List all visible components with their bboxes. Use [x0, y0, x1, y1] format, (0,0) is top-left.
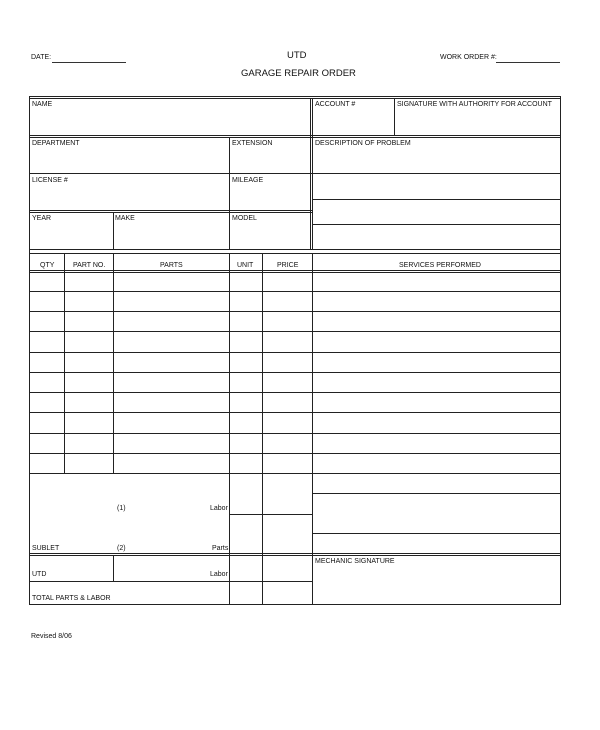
rule [29, 291, 561, 292]
company-name: UTD [287, 50, 307, 61]
rule [29, 210, 312, 211]
rule [262, 253, 263, 604]
rule [29, 272, 561, 273]
rule [29, 137, 561, 138]
signature-label: SIGNATURE WITH AUTHORITY FOR ACCOUNT [397, 101, 552, 108]
rule [312, 98, 313, 250]
mechanic-signature-label: MECHANIC SIGNATURE [315, 558, 395, 565]
parts-number: (2) [117, 545, 126, 552]
rule [229, 253, 230, 604]
make-label: MAKE [115, 215, 135, 222]
qty-header: QTY [40, 262, 55, 269]
rule [29, 331, 561, 332]
extension-label: EXTENSION [232, 140, 273, 147]
account-label: ACCOUNT # [315, 101, 356, 108]
rule [29, 311, 561, 312]
mileage-label: MILEAGE [232, 177, 264, 184]
unit-header: UNIT [237, 262, 254, 269]
rule [560, 96, 561, 604]
form-title: GARAGE REPAIR ORDER [241, 68, 356, 79]
rule [29, 372, 561, 373]
work-order-field[interactable] [496, 62, 560, 63]
rule [29, 96, 30, 604]
labor-1-label: Labor [210, 505, 228, 512]
rule [113, 212, 114, 250]
rule [312, 199, 561, 200]
model-label: MODEL [232, 215, 257, 222]
date-label: DATE: [31, 54, 52, 61]
rule [29, 96, 561, 97]
rule [29, 555, 561, 556]
rule [312, 253, 313, 604]
rule [312, 224, 561, 225]
price-header: PRICE [277, 262, 299, 269]
description-label: DESCRIPTION OF PROBLEM [315, 140, 411, 147]
rule [29, 98, 561, 99]
rule [29, 352, 561, 353]
rule [312, 533, 561, 534]
department-label: DEPARTMENT [32, 140, 80, 147]
services-performed-header: SERVICES PERFORMED [399, 262, 481, 269]
rule [29, 392, 561, 393]
rule [113, 253, 114, 473]
rule [29, 253, 561, 254]
rule [29, 433, 561, 434]
rule [29, 212, 312, 213]
year-label: YEAR [32, 215, 52, 222]
rule [229, 514, 312, 515]
rule [29, 249, 561, 250]
labor-1-number: (1) [117, 505, 126, 512]
rule [113, 555, 114, 581]
rule [29, 604, 561, 605]
rule [312, 493, 561, 494]
utd-label: UTD [32, 571, 47, 578]
rule [310, 98, 311, 250]
labor-2-label: Labor [210, 571, 228, 578]
rule [29, 453, 561, 454]
work-order-label: WORK ORDER #: [440, 54, 497, 61]
rule [29, 135, 561, 136]
license-label: LICENSE # [32, 177, 68, 184]
parts-label: Parts [212, 545, 229, 552]
sublet-label: SUBLET [32, 545, 60, 552]
rule [29, 473, 561, 474]
name-label: NAME [32, 101, 53, 108]
date-field[interactable] [52, 62, 126, 63]
parts-header: PARTS [160, 262, 183, 269]
rule [29, 553, 561, 554]
part-no-header: PART NO. [73, 262, 106, 269]
rule [394, 98, 395, 136]
rule [29, 412, 561, 413]
revised-date: Revised 8/06 [31, 633, 72, 640]
rule [29, 270, 561, 271]
rule [229, 137, 230, 250]
total-parts-labor-label: TOTAL PARTS & LABOR [32, 595, 111, 602]
rule [29, 173, 561, 174]
rule [29, 581, 312, 582]
rule [64, 253, 65, 473]
